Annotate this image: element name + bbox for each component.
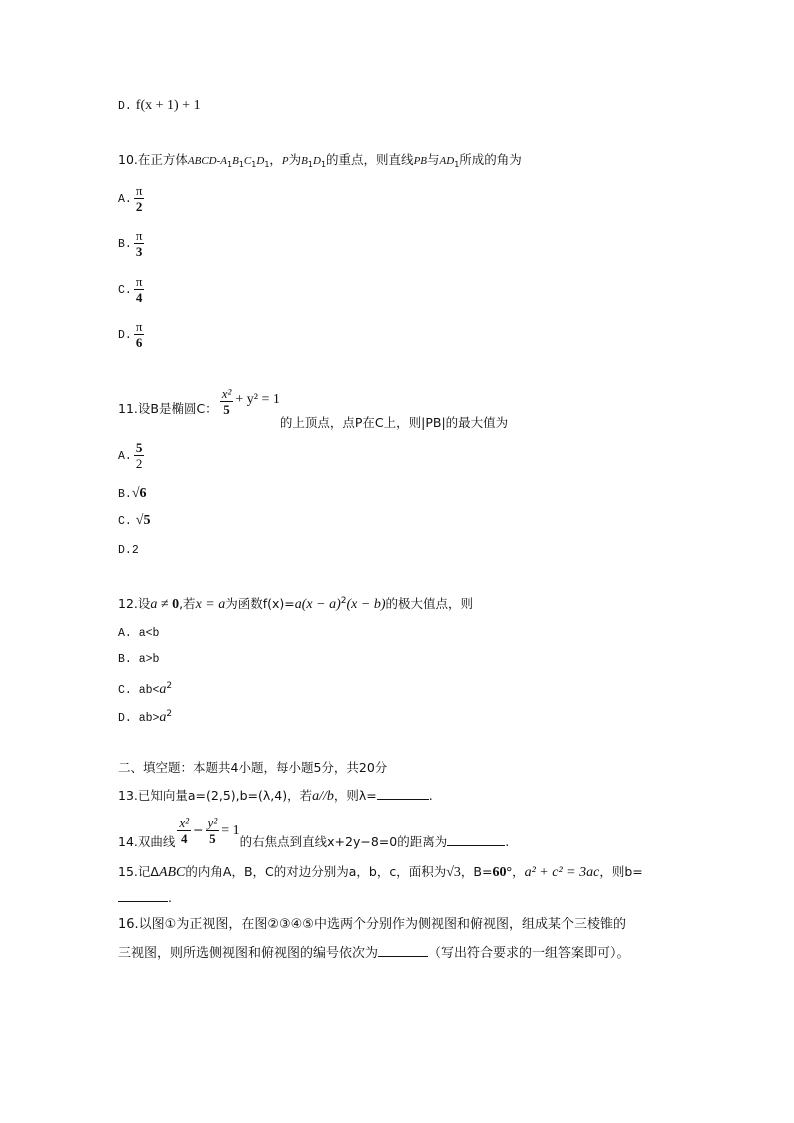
- stem-text: 所成的角为: [459, 152, 522, 167]
- question-15-answer: [118, 889, 172, 906]
- q10-option-d: [118, 319, 146, 350]
- math: = 1: [221, 823, 240, 838]
- stem-text: 的右焦点到直线x+2y−8=0的距离为: [239, 834, 448, 849]
- denominator: 5: [209, 831, 216, 846]
- stem-text: 14.双曲线: [118, 834, 176, 849]
- math: a(x − a): [294, 597, 341, 613]
- q12-option-c: [118, 678, 172, 699]
- math: AD: [439, 155, 455, 167]
- q10-option-a: [118, 183, 146, 214]
- math: a² + c² = 3ac: [524, 865, 600, 880]
- question-15: [118, 864, 643, 881]
- stem-text: 10.在正方体: [118, 152, 188, 167]
- q9-option-d: [118, 97, 201, 115]
- question-16-line-1: 16.以图①为正视图，在图②③④⑤中选两个分别作为侧视图和俯视图，组成某个三棱锥的: [118, 917, 626, 932]
- option-expression: f(x + 1) + 1: [135, 98, 201, 113]
- superscript: 2: [340, 596, 347, 606]
- math: ABCD-A: [187, 155, 227, 167]
- denominator: 4: [180, 831, 188, 846]
- fraction: [134, 440, 145, 471]
- numerator: π: [135, 319, 143, 334]
- stem-text: ，B=: [460, 864, 493, 879]
- math: (x − b): [346, 597, 386, 613]
- fraction: [134, 228, 145, 259]
- q12-option-d: [118, 706, 172, 727]
- stem-text: 的重点，则直线: [326, 152, 414, 167]
- stem-text: ，则λ=: [333, 788, 377, 803]
- fraction: [177, 815, 191, 846]
- math: B: [232, 155, 239, 167]
- denominator: 2: [135, 199, 143, 214]
- q10-option-b: [118, 228, 146, 259]
- numerator: π: [135, 274, 143, 289]
- answer-blank[interactable]: [447, 833, 505, 846]
- option-label: B.: [118, 488, 132, 501]
- math: a: [159, 710, 167, 726]
- option-value: 2: [131, 544, 139, 557]
- q11-option-c: [118, 512, 150, 530]
- q12-option-b: B. a>b: [118, 653, 160, 666]
- fraction: [134, 274, 145, 305]
- math: D: [313, 155, 321, 167]
- stem-text: ，: [269, 152, 282, 167]
- q12-option-a: A. a<b: [118, 627, 160, 640]
- math: a ≠: [150, 597, 173, 613]
- question-11-stem: [118, 386, 509, 431]
- answer-blank[interactable]: [118, 889, 168, 902]
- option-label: D.: [118, 329, 132, 342]
- q11-option-a: [118, 440, 146, 471]
- numerator: x²: [179, 815, 190, 830]
- subscript: 1: [251, 160, 257, 169]
- math: ABC: [158, 865, 186, 880]
- denominator: 4: [135, 290, 143, 305]
- stem-text: ，则b=: [599, 864, 643, 879]
- option-value: √6: [131, 486, 147, 501]
- section-heading: 二、填空题：本题共4小题，每小题5分，共20分: [118, 760, 388, 775]
- question-14: [118, 815, 509, 850]
- stem-text: 为函数f(x)=: [225, 596, 295, 612]
- subscript: 1: [238, 160, 244, 169]
- numerator: y²: [207, 815, 218, 830]
- math: √3: [446, 865, 461, 880]
- stem-text: 的极大值点，则: [385, 596, 474, 612]
- stem-text: 的上顶点，点P在C上，则|PB|的最大值为: [279, 415, 509, 430]
- numerator: x²: [221, 386, 232, 401]
- subscript: 1: [320, 160, 327, 169]
- fraction: [220, 386, 234, 417]
- denominator: 3: [135, 244, 143, 259]
- option-label: D.: [118, 544, 132, 557]
- subscript: 1: [307, 160, 313, 169]
- math: −: [193, 822, 204, 837]
- option-label: A.: [118, 193, 132, 206]
- denominator: 2: [135, 456, 143, 471]
- question-10-stem: [118, 152, 522, 173]
- math: x = a: [195, 597, 226, 613]
- stem-text: 15.记Δ: [118, 864, 159, 879]
- stem-text: 的内角A，B，C的对边分别为a，b，c，面积为: [185, 864, 447, 879]
- numerator: 5: [135, 440, 143, 455]
- stem-text: .: [505, 834, 510, 849]
- stem-text: （写出符合要求的一组答案即可）。: [428, 946, 630, 961]
- question-12-stem: [118, 593, 473, 613]
- math: + y² = 1: [235, 392, 280, 407]
- stem-text: 为: [288, 152, 302, 167]
- option-label: C. ab<: [118, 684, 160, 698]
- fraction: [134, 319, 145, 350]
- q11-option-b: [118, 485, 147, 503]
- math: C: [243, 155, 252, 167]
- math: a: [159, 682, 167, 698]
- subscript: 1: [454, 160, 460, 169]
- question-13: [118, 787, 433, 805]
- math: P: [281, 155, 289, 167]
- stem-text: 与: [427, 152, 440, 167]
- stem-text: 11.设B是椭圆C：: [118, 401, 218, 416]
- subscript: 1: [264, 160, 270, 169]
- math: 0: [172, 597, 180, 613]
- stem-text: ,若: [179, 596, 196, 612]
- stem-text: .: [428, 788, 433, 803]
- q10-option-c: [118, 274, 146, 305]
- option-label: D. ab>: [118, 712, 160, 726]
- numerator: π: [135, 183, 143, 198]
- option-label: C.: [118, 284, 132, 297]
- subscript: 1: [227, 160, 233, 169]
- option-label: A.: [118, 450, 132, 463]
- q11-option-d: [118, 541, 139, 559]
- math: a//b: [312, 789, 334, 804]
- math: PB: [413, 155, 428, 167]
- superscript: 2: [166, 709, 173, 719]
- stem-text: 13.已知向量a=(2,5),b=(λ,4)，若: [118, 788, 313, 803]
- option-label: B.: [118, 238, 132, 251]
- option-label: C.: [118, 515, 132, 528]
- stem-text: .: [168, 890, 172, 905]
- answer-blank[interactable]: [378, 944, 428, 957]
- denominator: 6: [135, 335, 143, 350]
- fraction: [134, 183, 145, 214]
- option-value: √5: [135, 513, 151, 528]
- stem-text: ，: [512, 864, 525, 879]
- question-16-line-2: [118, 944, 630, 962]
- superscript: 2: [166, 681, 173, 691]
- stem-text: 三视图，则所选侧视图和俯视图的编号依次为: [118, 946, 379, 961]
- math: D: [256, 155, 265, 167]
- numerator: π: [135, 228, 143, 243]
- math: 60°: [492, 865, 513, 880]
- answer-blank[interactable]: [377, 787, 429, 800]
- denominator: 5: [223, 402, 230, 417]
- stem-text: 12.设: [118, 596, 151, 612]
- fraction: [206, 815, 220, 846]
- option-label: D.: [118, 100, 132, 113]
- math: B: [301, 155, 308, 167]
